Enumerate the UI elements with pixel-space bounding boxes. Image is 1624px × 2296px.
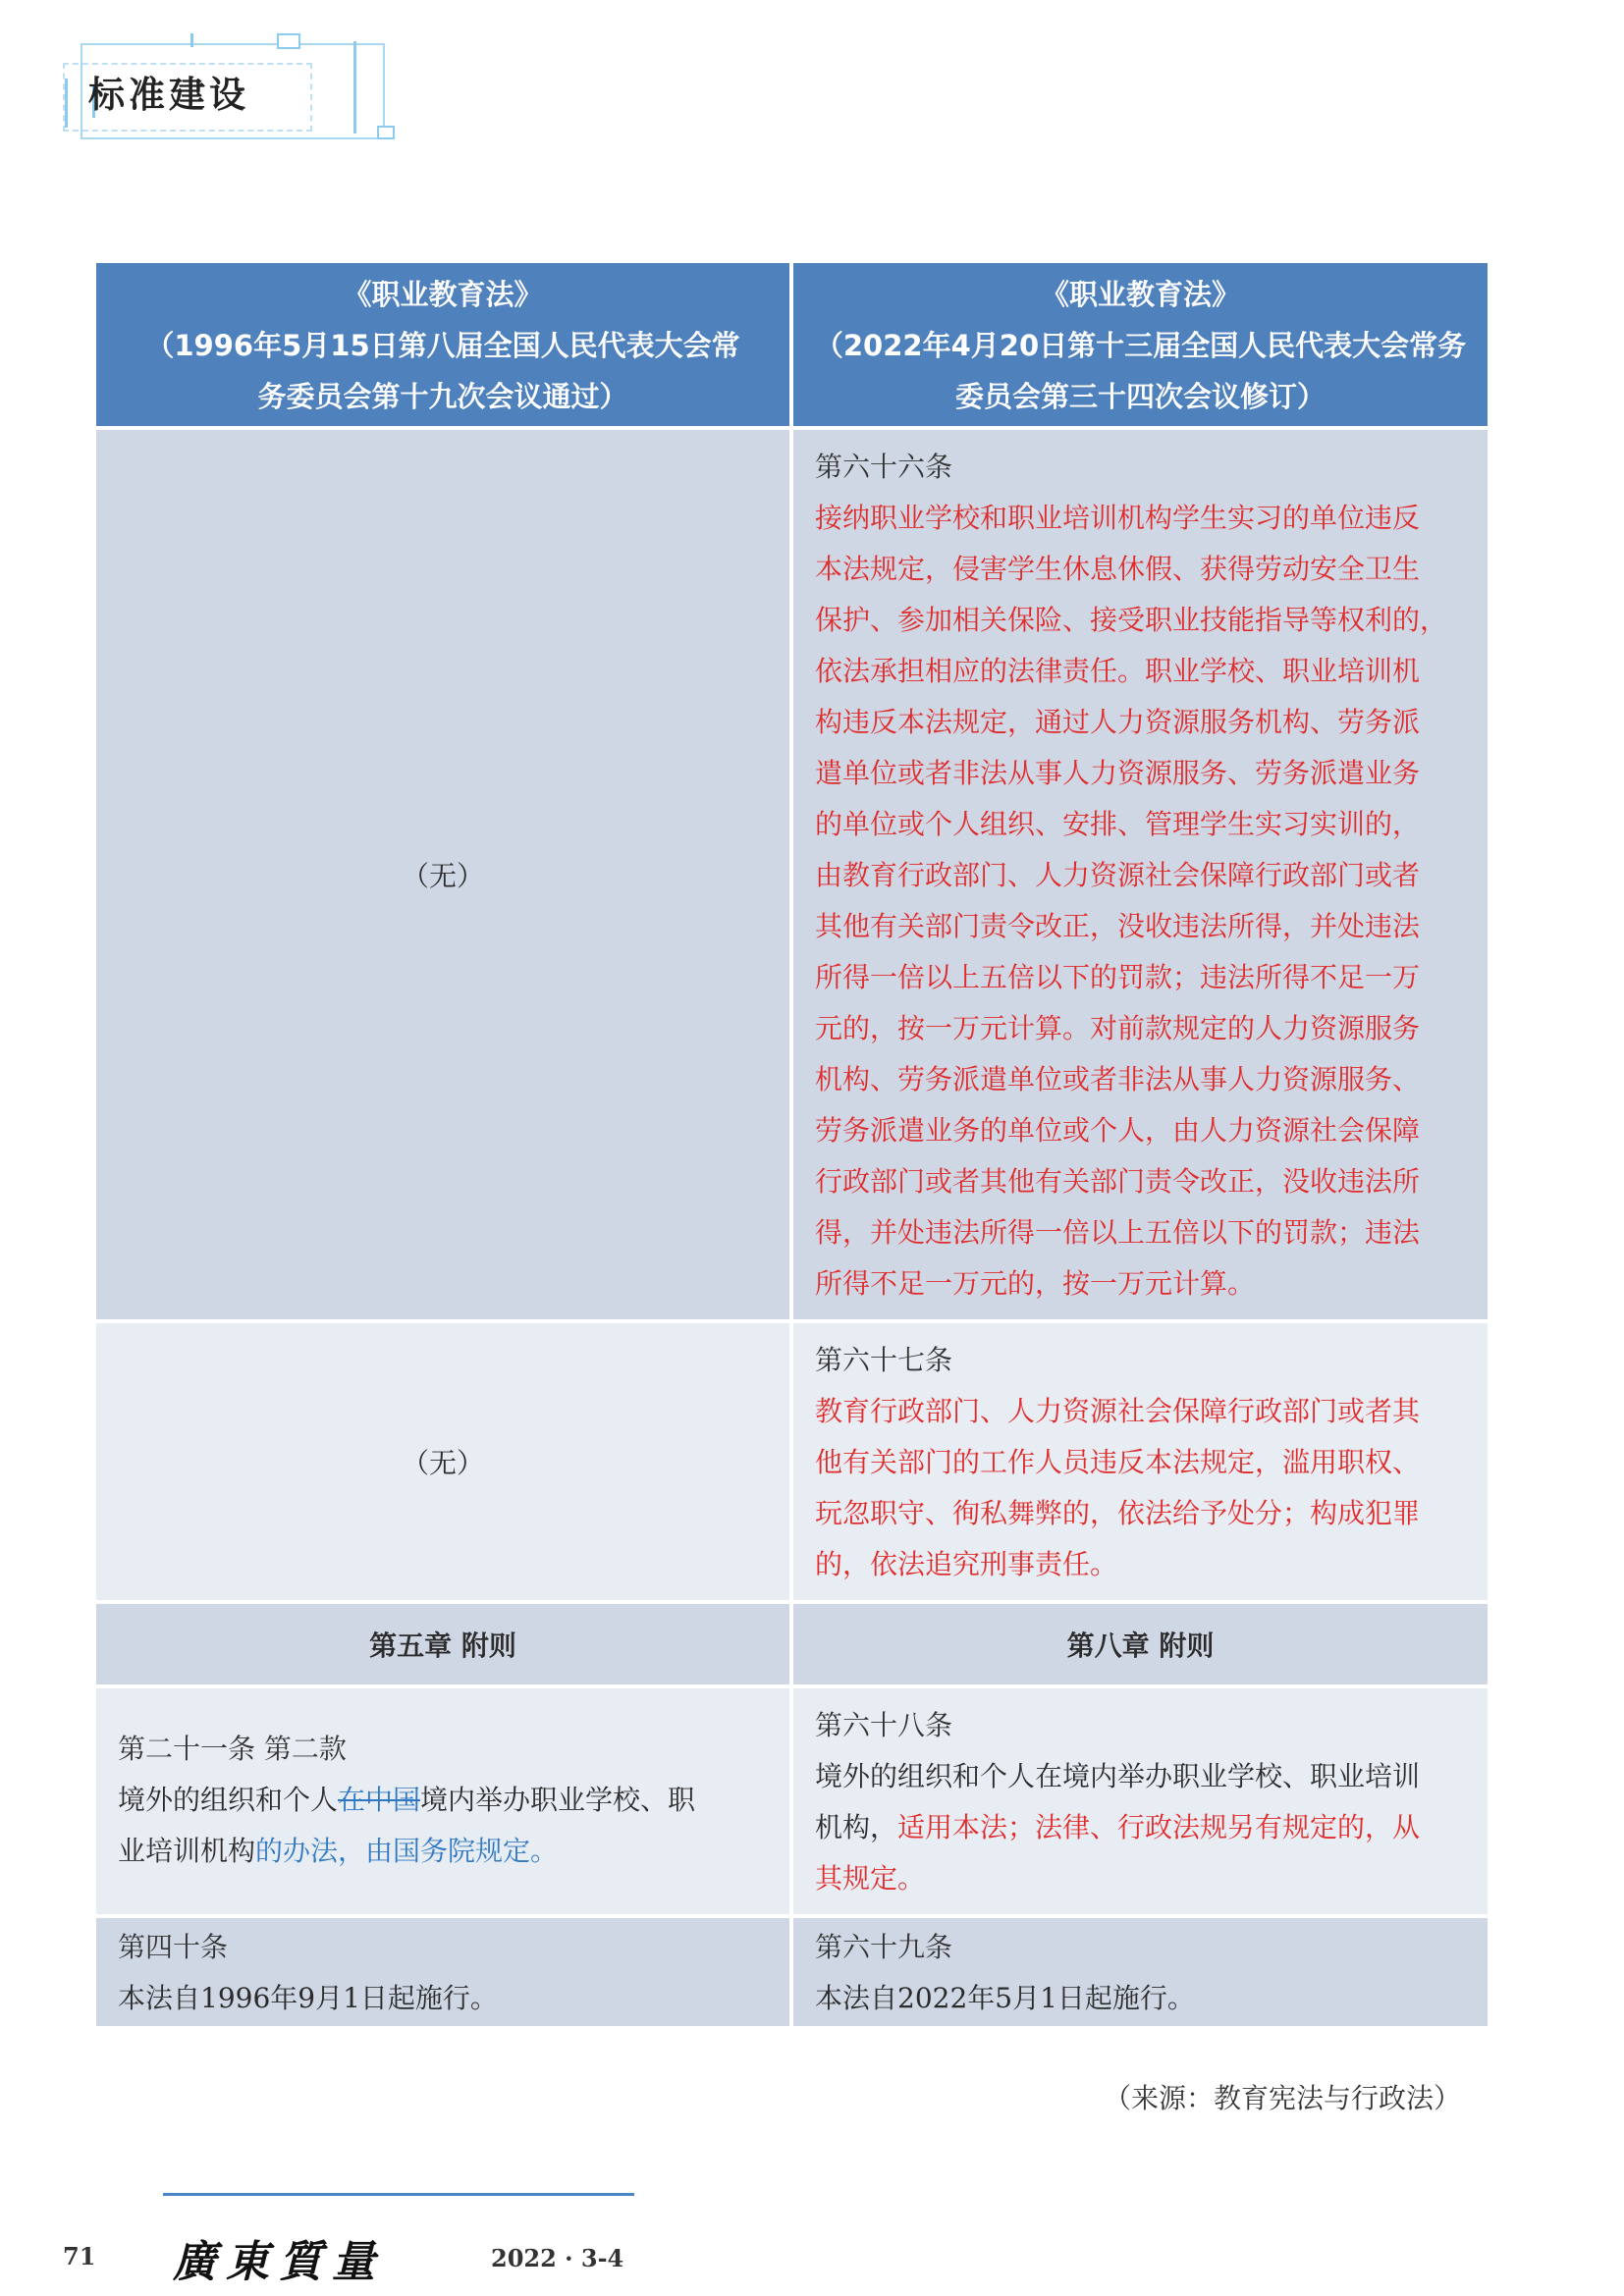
- issue-number: 2022 · 3-4: [491, 2244, 624, 2272]
- new-text: 适用本法；法律、行政法规另有规定的，从: [897, 1811, 1421, 1843]
- article-line: 他有关部门的工作人员违反本法规定，滥用职权、: [815, 1446, 1421, 1478]
- footer-rule: [163, 2193, 634, 2196]
- article-line: 接纳职业学校和职业培训机构学生实习的单位违反: [815, 502, 1421, 534]
- header-old-note: 务委员会第十九次会议通过）: [257, 380, 628, 413]
- table-row: [96, 1918, 1488, 2026]
- header-new-note: 委员会第三十四次会议修订）: [954, 380, 1326, 413]
- new-article-69: [793, 1918, 1488, 2026]
- old-article-21: [96, 1688, 789, 1914]
- new-article-66: [793, 430, 1488, 1319]
- article-line: 教育行政部门、人力资源社会保障行政部门或者其: [815, 1395, 1421, 1427]
- article-line: 机构、劳务派遣单位或者非法从事人力资源服务、: [815, 1063, 1421, 1095]
- article-line: 所得不足一万元的，按一万元计算。: [815, 1267, 1256, 1300]
- header-decoration: [353, 41, 356, 133]
- old-chapter-title: 第五章 附则: [96, 1604, 789, 1684]
- article-line: 本法规定，侵害学生休息休假、获得劳动安全卫生: [815, 553, 1421, 585]
- article-title: 第六十八条: [815, 1709, 953, 1741]
- article-line: 行政部门或者其他有关部门责令改正，没收违法所: [815, 1165, 1421, 1198]
- article-title: 第二十一条 第二款: [118, 1733, 347, 1765]
- article-line: [118, 1826, 770, 1877]
- article-line: 所得一倍以上五倍以下的罚款；违法所得不足一万: [815, 961, 1421, 993]
- article-title: 第六十七条: [815, 1344, 953, 1376]
- source-note: （来源：教育宪法与行政法）: [1103, 2082, 1461, 2114]
- page-number: 71: [63, 2242, 96, 2270]
- table-row: [96, 430, 1488, 1323]
- article-title: 第六十六条: [815, 451, 953, 483]
- article-line: [815, 1802, 1468, 1853]
- section-title: 标准建设: [88, 74, 249, 116]
- article-line: 元的，按一万元计算。对前款规定的人力资源服务: [815, 1012, 1421, 1044]
- article-text: 机构，: [815, 1811, 898, 1843]
- article-line: 得，并处违法所得一倍以上五倍以下的罚款；违法: [815, 1216, 1421, 1249]
- header-decoration: [190, 33, 193, 47]
- article-line: 构违反本法规定，通过人力资源服务机构、劳务派: [815, 706, 1421, 738]
- table-header-row: [96, 263, 1488, 430]
- article-text: 境内举办职业学校、职: [420, 1784, 696, 1816]
- article-line: 玩忽职守、徇私舞弊的，依法给予处分；构成犯罪: [815, 1497, 1421, 1529]
- header-new-note: （2022年4月20日第十三届全国人民代表大会常务: [814, 329, 1467, 362]
- header-decoration: [377, 126, 395, 139]
- article-line: 本法自1996年9月1日起施行。: [118, 1982, 498, 2014]
- article-line: 依法承担相应的法律责任。职业学校、职业培训机: [815, 655, 1421, 687]
- article-line: 的，依法追究刑事责任。: [815, 1548, 1118, 1580]
- chapter-row: [96, 1604, 1488, 1688]
- old-article-none: （无）: [96, 1323, 789, 1600]
- old-article-40: [96, 1918, 789, 2026]
- article-line: 本法自2022年5月1日起施行。: [815, 1982, 1195, 2014]
- table-row: [96, 1323, 1488, 1604]
- header-new-title: 《职业教育法》: [1040, 278, 1240, 311]
- law-comparison-table: [96, 263, 1488, 2026]
- article-line: 劳务派遣业务的单位或个人，由人力资源社会保障: [815, 1114, 1421, 1147]
- article-line: 境外的组织和个人在境内举办职业学校、职业培训: [815, 1760, 1421, 1792]
- article-line: 由教育行政部门、人力资源社会保障行政部门或者: [815, 859, 1421, 891]
- article-line: [118, 1775, 770, 1826]
- article-line: 的单位或个人组织、安排、管理学生实习实训的，: [815, 808, 1421, 840]
- new-chapter-title: 第八章 附则: [793, 1604, 1488, 1684]
- article-line: 遣单位或者非法从事人力资源服务、劳务派遣业务: [815, 757, 1421, 789]
- changed-text: 的办法，由国务院规定。: [255, 1835, 559, 1867]
- magazine-logo: 廣東質量: [173, 2237, 385, 2287]
- article-text: 业培训机构: [118, 1835, 256, 1867]
- deleted-text: 在中国: [338, 1784, 421, 1816]
- article-line: 其他有关部门责令改正，没收违法所得，并处违法: [815, 910, 1421, 942]
- header-old-law: [96, 263, 789, 426]
- table-row: [96, 1688, 1488, 1918]
- article-text: 境外的组织和个人: [118, 1784, 339, 1816]
- article-line: 保护、参加相关保险、接受职业技能指导等权利的，: [815, 604, 1448, 636]
- header-decoration: [65, 79, 68, 128]
- header-old-title: 《职业教育法》: [343, 278, 543, 311]
- article-line: 其规定。: [815, 1862, 926, 1895]
- old-article-none: （无）: [96, 430, 789, 1319]
- article-title: 第六十九条: [815, 1931, 953, 1963]
- new-article-67: [793, 1323, 1488, 1600]
- header-old-note: （1996年5月15日第八届全国人民代表大会常: [145, 329, 740, 362]
- article-title: 第四十条: [118, 1931, 229, 1963]
- header-new-law: [793, 263, 1488, 426]
- new-article-68: [793, 1688, 1488, 1914]
- header-decoration: [277, 33, 300, 49]
